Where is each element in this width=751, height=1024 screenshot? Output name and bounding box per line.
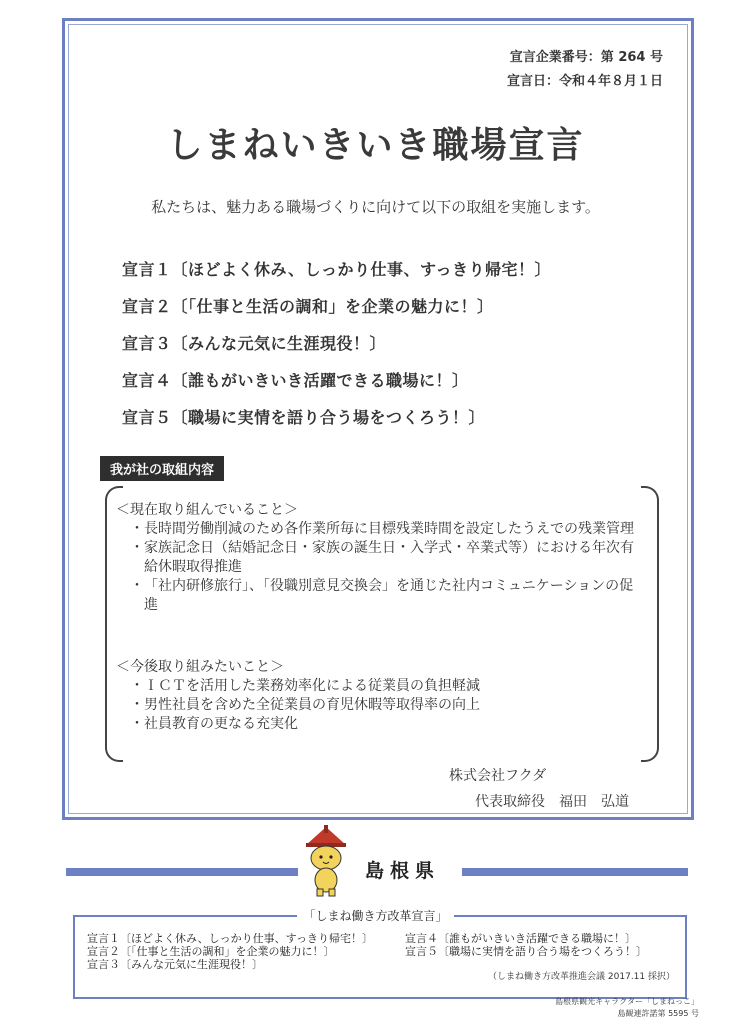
future-heading: ＜今後取り組みたいこと＞ [116, 659, 284, 675]
footer-declaration: 宣言５〔職場に実情を語り合う場をつくろう！〕 [405, 945, 647, 958]
prefecture-name: 島根県 [365, 860, 441, 882]
declaration-5: 宣言５〔職場に実情を語り合う場をつくろう！〕 [122, 408, 486, 427]
footer-declaration: 宣言１〔ほどよく休み、しっかり仕事、すっきり帰宅！〕 [87, 932, 373, 945]
list-item: ・ 「社内研修旅行」、「役職別意見交換会」を通じた社内コミュニケーションの促進 [130, 578, 634, 613]
page-title: しまねいきいき職場宣言 [166, 125, 585, 166]
footer-declaration: 宣言４〔誰もがいきいき活躍できる職場に！〕 [405, 932, 636, 945]
list-item: ・ 家族記念日（結婚記念日・家族の誕生日・入学式・卒業式等）における年次有給休暇取得推進 [130, 540, 634, 575]
declaration-meta [507, 46, 663, 94]
list-item: ・ 男性社員を含めた全従業員の育児休暇等取得率の向上 [130, 697, 480, 713]
footer-declarations-right [405, 932, 647, 958]
company-name: 株式会社フクダ [449, 768, 547, 784]
mascot-credit: 島根県観光キャラクター「しまねっこ」 島観連許諾第 5595 号 [555, 997, 699, 1018]
declaration-4: 宣言４〔誰もがいきいき活躍できる職場に！〕 [122, 371, 469, 390]
declaration-date: 宣言日：令和４年８月１日 [506, 74, 663, 89]
future-initiatives [116, 657, 642, 734]
footer-declarations-left [87, 932, 373, 971]
footer-declaration: 宣言２〔「仕事と生活の調和」を企業の魅力に！〕 [87, 945, 335, 958]
list-item: ・ 長時間労働削減のため各作業所毎に目標残業時間を設定したうえでの残業管理 [130, 521, 634, 537]
declaration-2: 宣言２〔「仕事と生活の調和」を企業の魅力に！〕 [122, 297, 494, 316]
footer-title: 「しまね働き方改革宣言」 [0, 907, 751, 924]
declaration-3: 宣言３〔みんな元気に生涯現役！〕 [122, 334, 387, 353]
declaration-1: 宣言１〔ほどよく休み、しっかり仕事、すっきり帰宅！〕 [122, 260, 552, 279]
mascot-cat-icon [302, 825, 350, 897]
footer-declaration: 宣言３〔みんな元気に生涯現役！〕 [87, 958, 263, 971]
section-tag: 我が社の取組内容 [100, 456, 224, 481]
list-item: ・ 社員教育の更なる充実化 [130, 716, 298, 732]
intro-text: 私たちは、魅力ある職場づくりに向けて以下の取組を実施します。 [151, 198, 600, 216]
list-item: ・ ＩＣＴを活用した業務効率化による従業員の負担軽減 [130, 678, 480, 694]
current-initiatives [116, 500, 642, 615]
current-heading: ＜現在取り組んでいること＞ [116, 502, 298, 518]
declaration-list [122, 259, 551, 444]
representative-name: 代表取締役 福田 弘道 [475, 794, 629, 810]
right-bracket [641, 486, 659, 762]
left-accent-bar [66, 868, 298, 876]
right-accent-bar [462, 868, 688, 876]
company-number: 宣言企業番号：第 264 号 [509, 50, 663, 65]
footer-note: （しまね働き方改革推進会議 2017.11 採択） [488, 972, 675, 982]
